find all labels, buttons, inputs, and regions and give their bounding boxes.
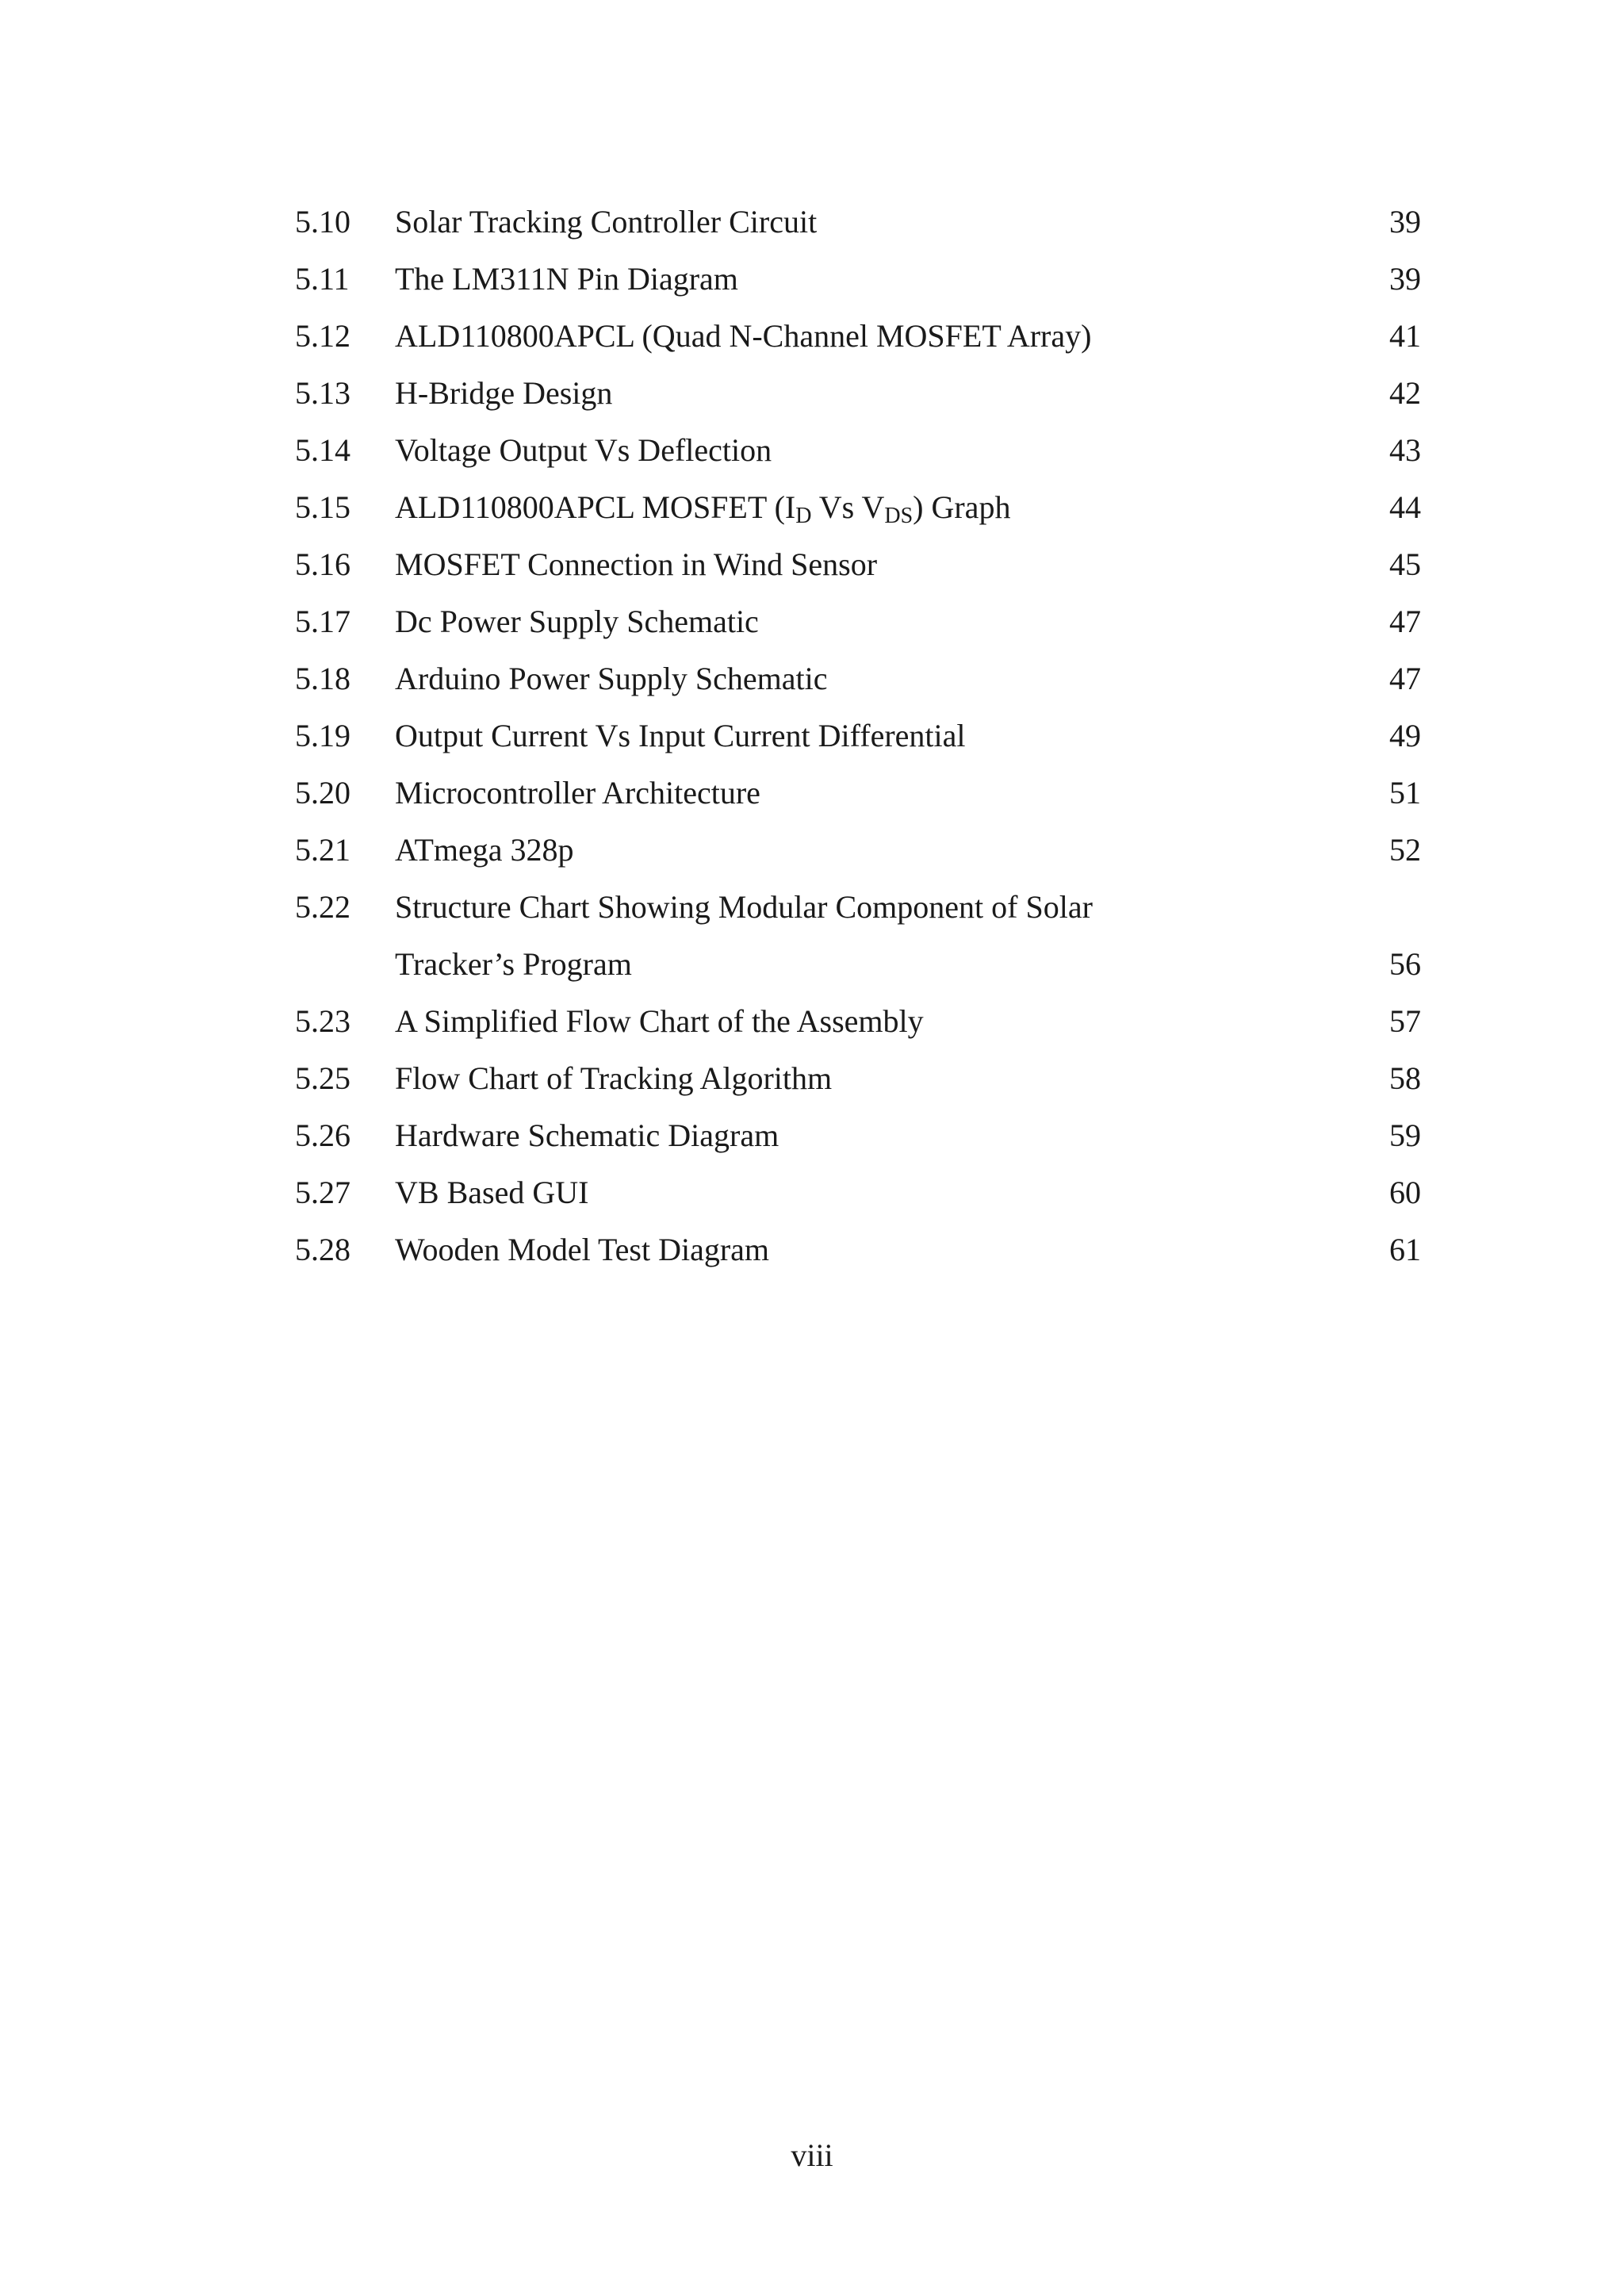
toc-entry (295, 765, 1421, 822)
figure-number: 5.14 (295, 432, 350, 468)
page-number: 52 (1389, 832, 1421, 868)
figure-title: Tracker’s Program (395, 946, 632, 982)
figure-number: 5.18 (295, 661, 350, 696)
page-number: 47 (1389, 661, 1421, 696)
figure-title: Structure Chart Showing Modular Component of Solar (395, 889, 1093, 925)
toc-entry (295, 822, 1421, 879)
title-part: ALD110800APCL MOSFET (I (395, 489, 796, 525)
toc-entry (295, 707, 1421, 765)
page-number: 42 (1389, 375, 1421, 411)
figure-number: 5.23 (295, 1003, 350, 1039)
figure-title: ALD110800APCL (Quad N-Channel MOSFET Array) (395, 318, 1092, 354)
title-part: Vs V (811, 489, 885, 525)
figure-title: Flow Chart of Tracking Algorithm (395, 1060, 833, 1096)
page-number: 51 (1389, 775, 1421, 811)
page-number: 59 (1389, 1117, 1421, 1153)
page-number: 49 (1389, 718, 1421, 753)
page-number: 45 (1389, 546, 1421, 582)
page-footer-number: viii (791, 2137, 833, 2173)
toc-entry (295, 879, 1421, 936)
toc-entry (295, 308, 1421, 365)
figure-number: 5.10 (295, 204, 350, 240)
subscript: DS (884, 504, 914, 528)
page-number: 39 (1389, 204, 1421, 240)
toc-entry (295, 365, 1421, 422)
figure-number: 5.25 (295, 1060, 350, 1096)
page-number: 56 (1389, 946, 1421, 982)
figure-number: 5.26 (295, 1117, 350, 1153)
figure-number: 5.22 (295, 889, 350, 925)
figure-title: MOSFET Connection in Wind Sensor (395, 546, 878, 582)
figure-title: VB Based GUI (395, 1175, 589, 1210)
title-part: ) Graph (913, 489, 1011, 525)
toc-entry (295, 1107, 1421, 1164)
page-number: 60 (1389, 1175, 1421, 1210)
toc-entry (295, 993, 1421, 1050)
figure-title: Solar Tracking Controller Circuit (395, 204, 818, 240)
subscript: D (795, 504, 812, 528)
figure-title: Voltage Output Vs Deflection (395, 432, 772, 468)
figure-number: 5.27 (295, 1175, 350, 1210)
figure-number: 5.17 (295, 604, 350, 639)
figure-title: Arduino Power Supply Schematic (395, 661, 828, 696)
toc-entry-continuation (295, 936, 1421, 993)
figure-number: 5.28 (295, 1232, 350, 1267)
figure-number: 5.19 (295, 718, 350, 753)
figure-title: Output Current Vs Input Current Differential (395, 718, 966, 753)
toc-entry (295, 194, 1421, 251)
figure-number: 5.16 (295, 546, 350, 582)
toc-entry (295, 1164, 1421, 1221)
page-number: 43 (1389, 432, 1421, 468)
toc-entry (295, 650, 1421, 707)
figure-number: 5.11 (295, 261, 350, 297)
toc-entry (295, 593, 1421, 650)
list-of-figures (295, 194, 1421, 1278)
page-number: 57 (1389, 1003, 1421, 1039)
figure-number: 5.15 (295, 489, 350, 525)
toc-entry (295, 479, 1421, 536)
toc-entry (295, 1221, 1421, 1278)
figure-title: Hardware Schematic Diagram (395, 1117, 779, 1153)
page-number: 44 (1389, 489, 1421, 525)
page-number: 39 (1389, 261, 1421, 297)
figure-title: ATmega 328p (395, 832, 574, 868)
page-number: 47 (1389, 604, 1421, 639)
figure-title: A Simplified Flow Chart of the Assembly (395, 1003, 924, 1039)
figure-title: Wooden Model Test Diagram (395, 1232, 770, 1267)
figure-number: 5.21 (295, 832, 350, 868)
toc-entry (295, 251, 1421, 308)
toc-entry (295, 536, 1421, 593)
figure-title: The LM311N Pin Diagram (395, 261, 738, 297)
page-number: 41 (1389, 318, 1421, 354)
figure-title (395, 479, 1010, 536)
figure-number: 5.12 (295, 318, 350, 354)
toc-entry (295, 422, 1421, 479)
page-number: 61 (1389, 1232, 1421, 1267)
figure-title: Microcontroller Architecture (395, 775, 760, 811)
page-number: 58 (1389, 1060, 1421, 1096)
figure-title: H-Bridge Design (395, 375, 613, 411)
figure-number: 5.13 (295, 375, 350, 411)
figure-title: Dc Power Supply Schematic (395, 604, 759, 639)
toc-entry (295, 1050, 1421, 1107)
figure-number: 5.20 (295, 775, 350, 811)
